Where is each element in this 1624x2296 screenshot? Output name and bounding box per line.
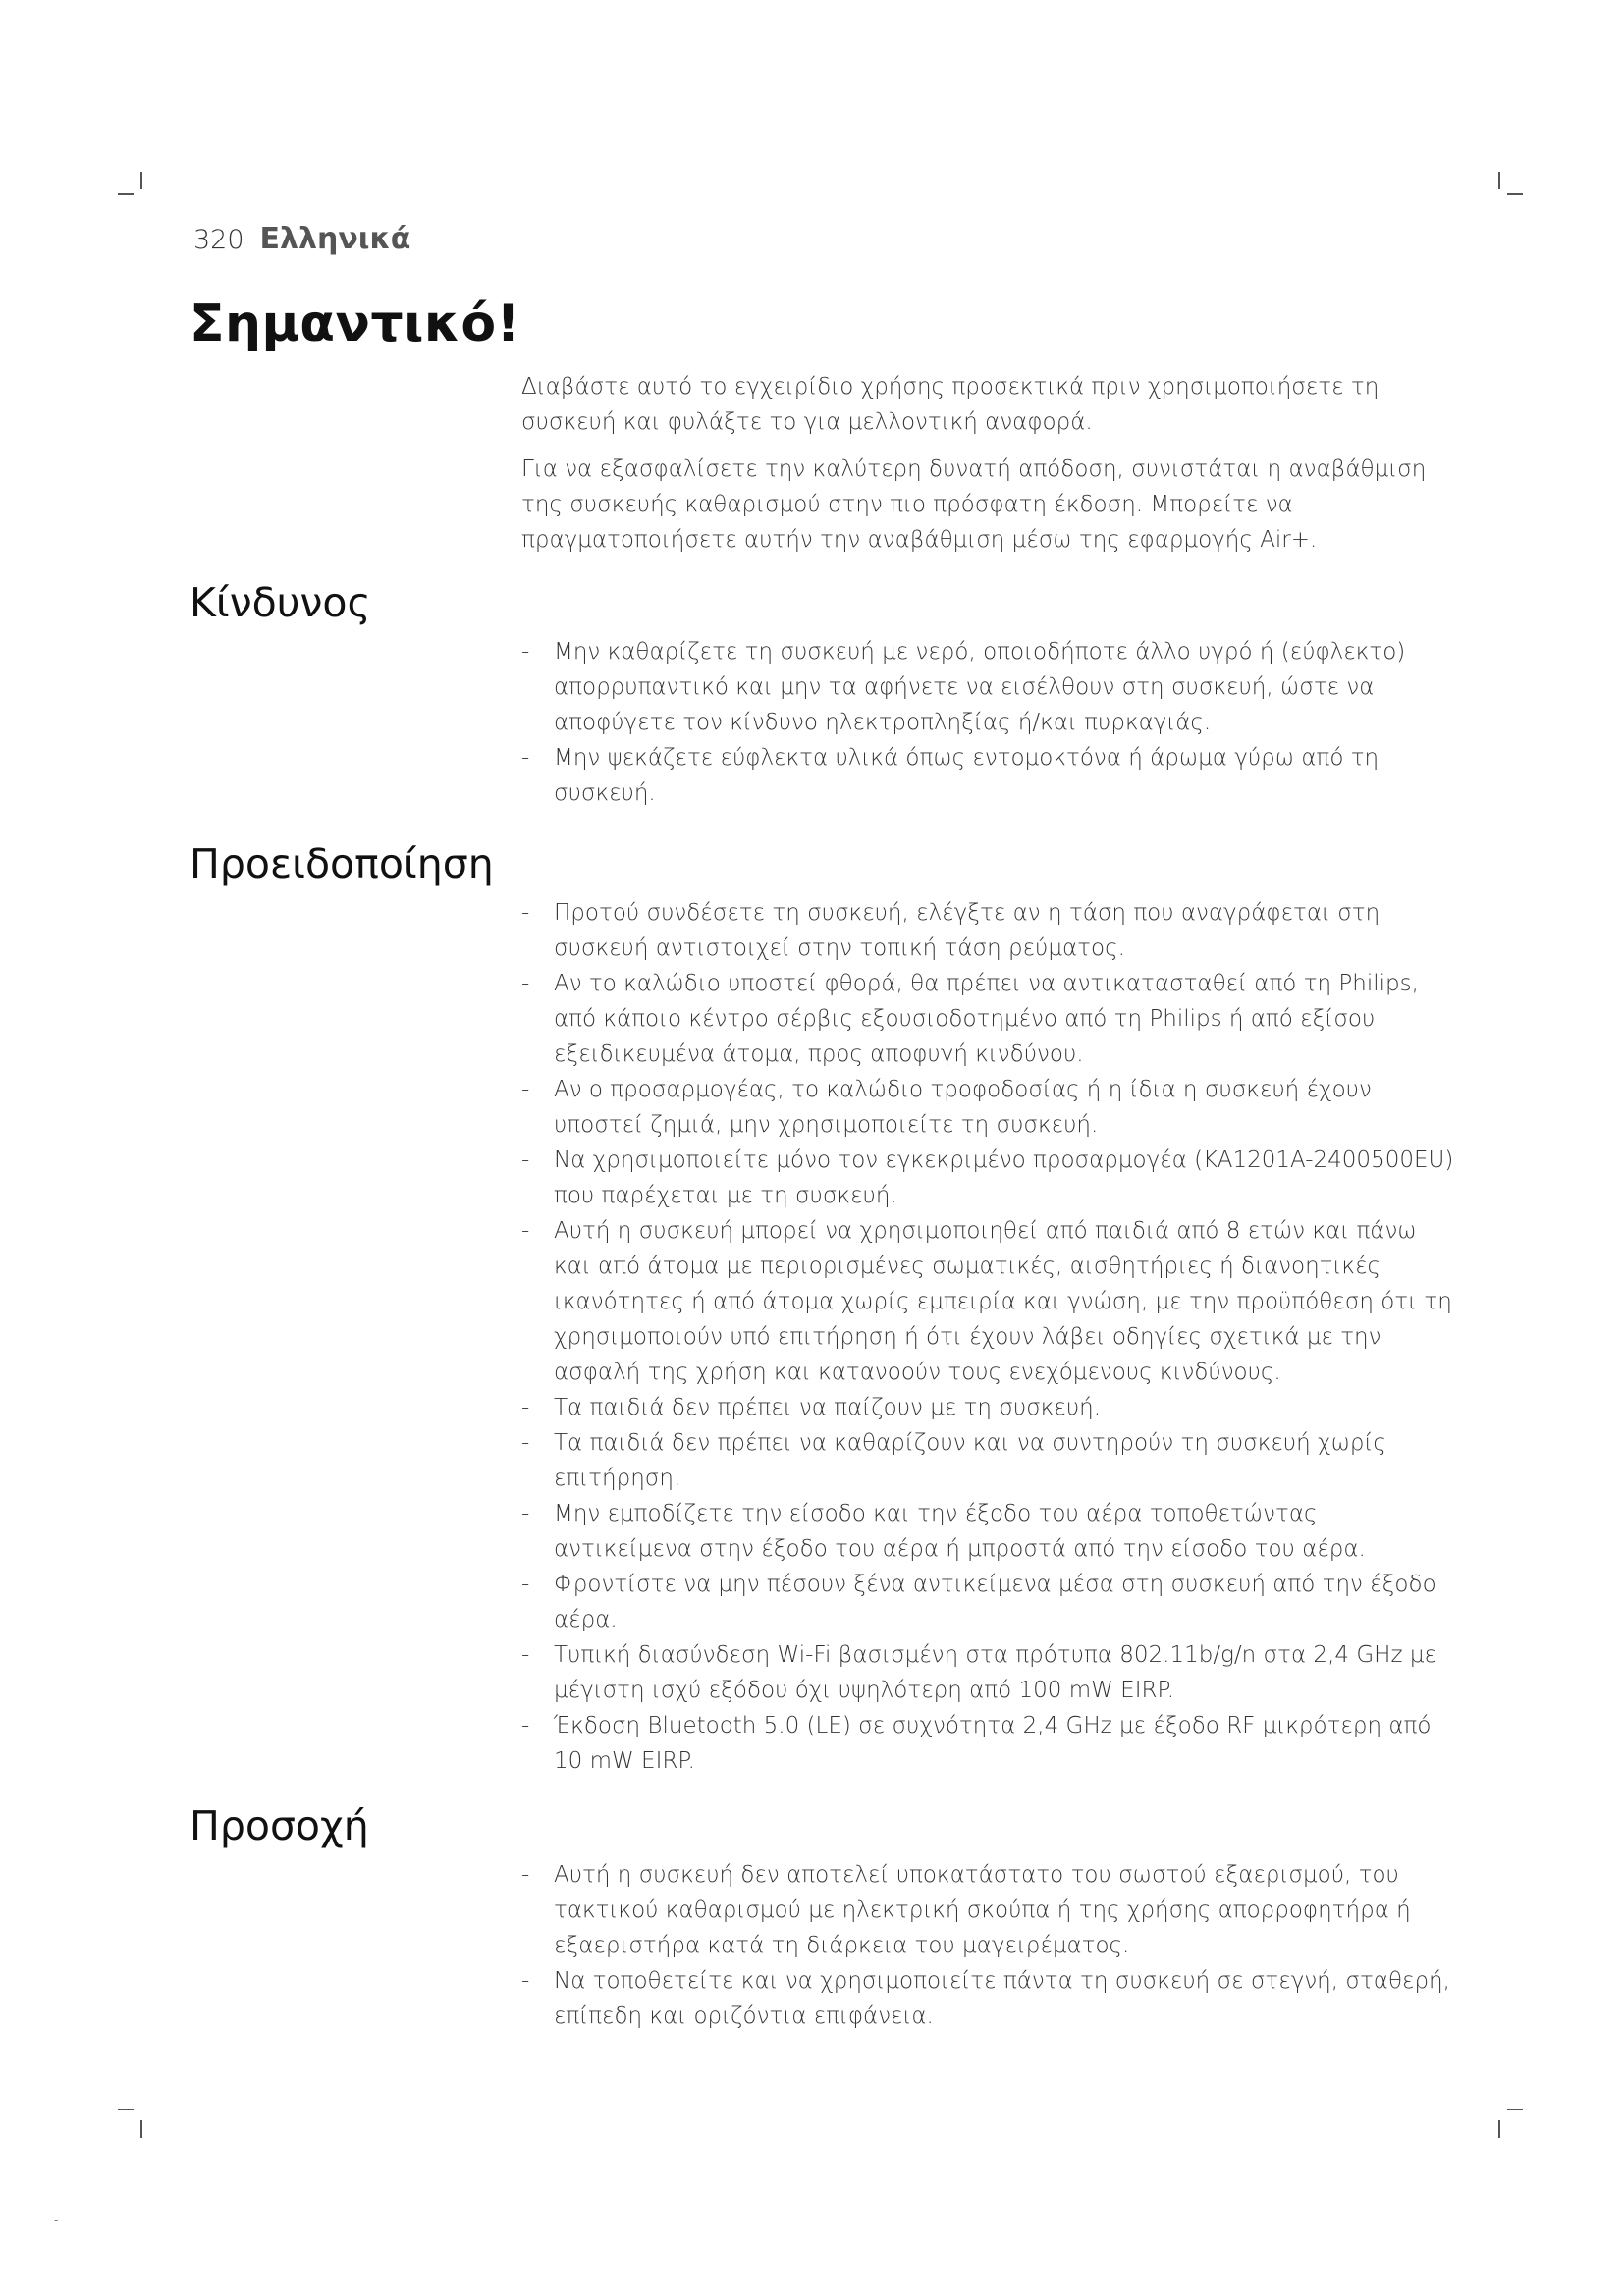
- intro-paragraph: Διαβάστε αυτό το εγχειρίδιο χρήσης προσεκτικά πριν χρησιμοποιήσετε τη συσκευή και φυλάξτε το για μελλοντική αναφορά.: [521, 374, 1380, 435]
- section-caution-body: [521, 1857, 1454, 2034]
- intro-paragraph: Για να εξασφαλίσετε την καλύτερη δυνατή απόδοση, συνιστάται η αναβάθμιση της συσκευής καθαρισμού στην πιο πρόσφατη έκδοση. Μπορείτε να πραγματοποιήσετε αυτήν την αναβάθμιση μέσω της εφαρμογής Air+.: [521, 456, 1427, 553]
- list-item: - Φροντίστε να μην πέσουν ξένα αντικείμενα μέσα στη συσκευή από την έξοδο αέρα.: [521, 1567, 1454, 1637]
- list-item: - Αν το καλώδιο υποστεί φθορά, θα πρέπει να αντικατασταθεί από τη Philips, από κάποιο κέντρο σέρβις εξουσιοδοτημένο από τη Philips ή από εξίσου εξειδικευμένα άτομα, προς αποφυγή κινδύνου.: [521, 966, 1454, 1072]
- section-warning-body: [521, 895, 1454, 1779]
- page-number: 320: [193, 225, 244, 255]
- crop-mark-top-right-h: [1507, 193, 1523, 195]
- intro-text: [521, 369, 1454, 569]
- caution-list: [521, 1857, 1454, 2034]
- section-title-caution: Προσοχή: [189, 1802, 369, 1849]
- crop-mark-bottom-right-h: [1507, 2109, 1523, 2110]
- list-item: - Μην εμποδίζετε την είσοδο και την έξοδο του αέρα τοποθετώντας αντικείμενα στην έξοδο του αέρα ή μπροστά από την είσοδο του αέρα.: [521, 1496, 1454, 1567]
- list-item: - Τα παιδιά δεν πρέπει να παίζουν με τη συσκευή.: [521, 1390, 1454, 1425]
- list-item: - Μην ψεκάζετε εύφλεκτα υλικά όπως εντομοκτόνα ή άρωμα γύρω από τη συσκευή.: [521, 740, 1454, 811]
- list-item: - Αυτή η συσκευή μπορεί να χρησιμοποιηθεί από παιδιά από 8 ετών και πάνω και από άτομα με περιορισμένες σωματικές, αισθητήριες ή διανοητικές ικανότητες ή από άτομα χωρίς εμπειρία και γνώση, με την προϋπόθεση ότι τη χρησιμοποιούν υπό επιτήρηση ή ότι έχουν λάβει οδηγίες σχετικά με την ασφαλή της χρήση και κατανοούν τους ενεχόμενους κινδύνους.: [521, 1213, 1454, 1390]
- list-item: - Να χρησιμοποιείτε μόνο τον εγκεκριμένο προσαρμογέα (KA1201A-2400500EU) που παρέχεται με τη συσκευή.: [521, 1143, 1454, 1213]
- section-title-danger: Κίνδυνος: [189, 579, 371, 626]
- list-item: - Τυπική διασύνδεση Wi-Fi βασισμένη στα πρότυπα 802.11b/g/n στα 2,4 GHz με μέγιστη ισχύ εξόδου όχι υψηλότερη από 100 mW EIRP.: [521, 1637, 1454, 1708]
- list-item: - Αν ο προσαρμογέας, το καλώδιο τροφοδοσίας ή η ίδια η συσκευή έχουν υποστεί ζημιά, μην χρησιμοποιείτε τη συσκευή.: [521, 1072, 1454, 1143]
- main-title: Σημαντικό!: [189, 294, 520, 353]
- list-item: - Να τοποθετείτε και να χρησιμοποιείτε πάντα τη συσκευή σε στεγνή, σταθερή, επίπεδη και οριζόντια επιφάνεια.: [521, 1963, 1454, 2034]
- list-item: - Προτού συνδέσετε τη συσκευή, ελέγξτε αν η τάση που αναγράφεται στη συσκευή αντιστοιχεί στην τοπική τάση ρεύματος.: [521, 895, 1454, 966]
- danger-list: [521, 634, 1454, 811]
- crop-mark-bottom-left-v: [140, 2120, 142, 2138]
- list-item: - Έκδοση Bluetooth 5.0 (LE) σε συχνότητα 2,4 GHz με έξοδο RF μικρότερη από 10 mW EIRP.: [521, 1708, 1454, 1779]
- list-item: - Τα παιδιά δεν πρέπει να καθαρίζουν και να συντηρούν τη συσκευή χωρίς επιτήρηση.: [521, 1425, 1454, 1496]
- crop-mark-top-right-v: [1498, 172, 1500, 189]
- page-header: [193, 222, 410, 256]
- section-title-warning: Προειδοποίηση: [189, 840, 494, 887]
- section-danger-body: [521, 634, 1454, 811]
- crop-mark-top-left-v: [140, 172, 142, 189]
- list-item: - Μην καθαρίζετε τη συσκευή με νερό, οποιοδήποτε άλλο υγρό ή (εύφλεκτο) απορρυπαντικό και μην τα αφήνετε να εισέλθουν στη συσκευή, ώστε να αποφύγετε τον κίνδυνο ηλεκτροπληξίας ή/και πυρκαγιάς.: [521, 634, 1454, 740]
- crop-mark-bottom-left-h: [118, 2109, 134, 2110]
- warning-list: [521, 895, 1454, 1779]
- list-item: - Αυτή η συσκευή δεν αποτελεί υποκατάστατο του σωστού εξαερισμού, του τακτικού καθαρισμού με ηλεκτρική σκούπα ή της χρήσης απορροφητήρα ή εξαεριστήρα κατά τη διάρκεια του μαγειρέματος.: [521, 1857, 1454, 1963]
- language-label: Ελληνικά: [259, 222, 411, 256]
- crop-mark-bottom-right-v: [1498, 2120, 1500, 2138]
- crop-mark-top-left-h: [118, 193, 134, 195]
- footer-mark: -: [54, 2214, 59, 2227]
